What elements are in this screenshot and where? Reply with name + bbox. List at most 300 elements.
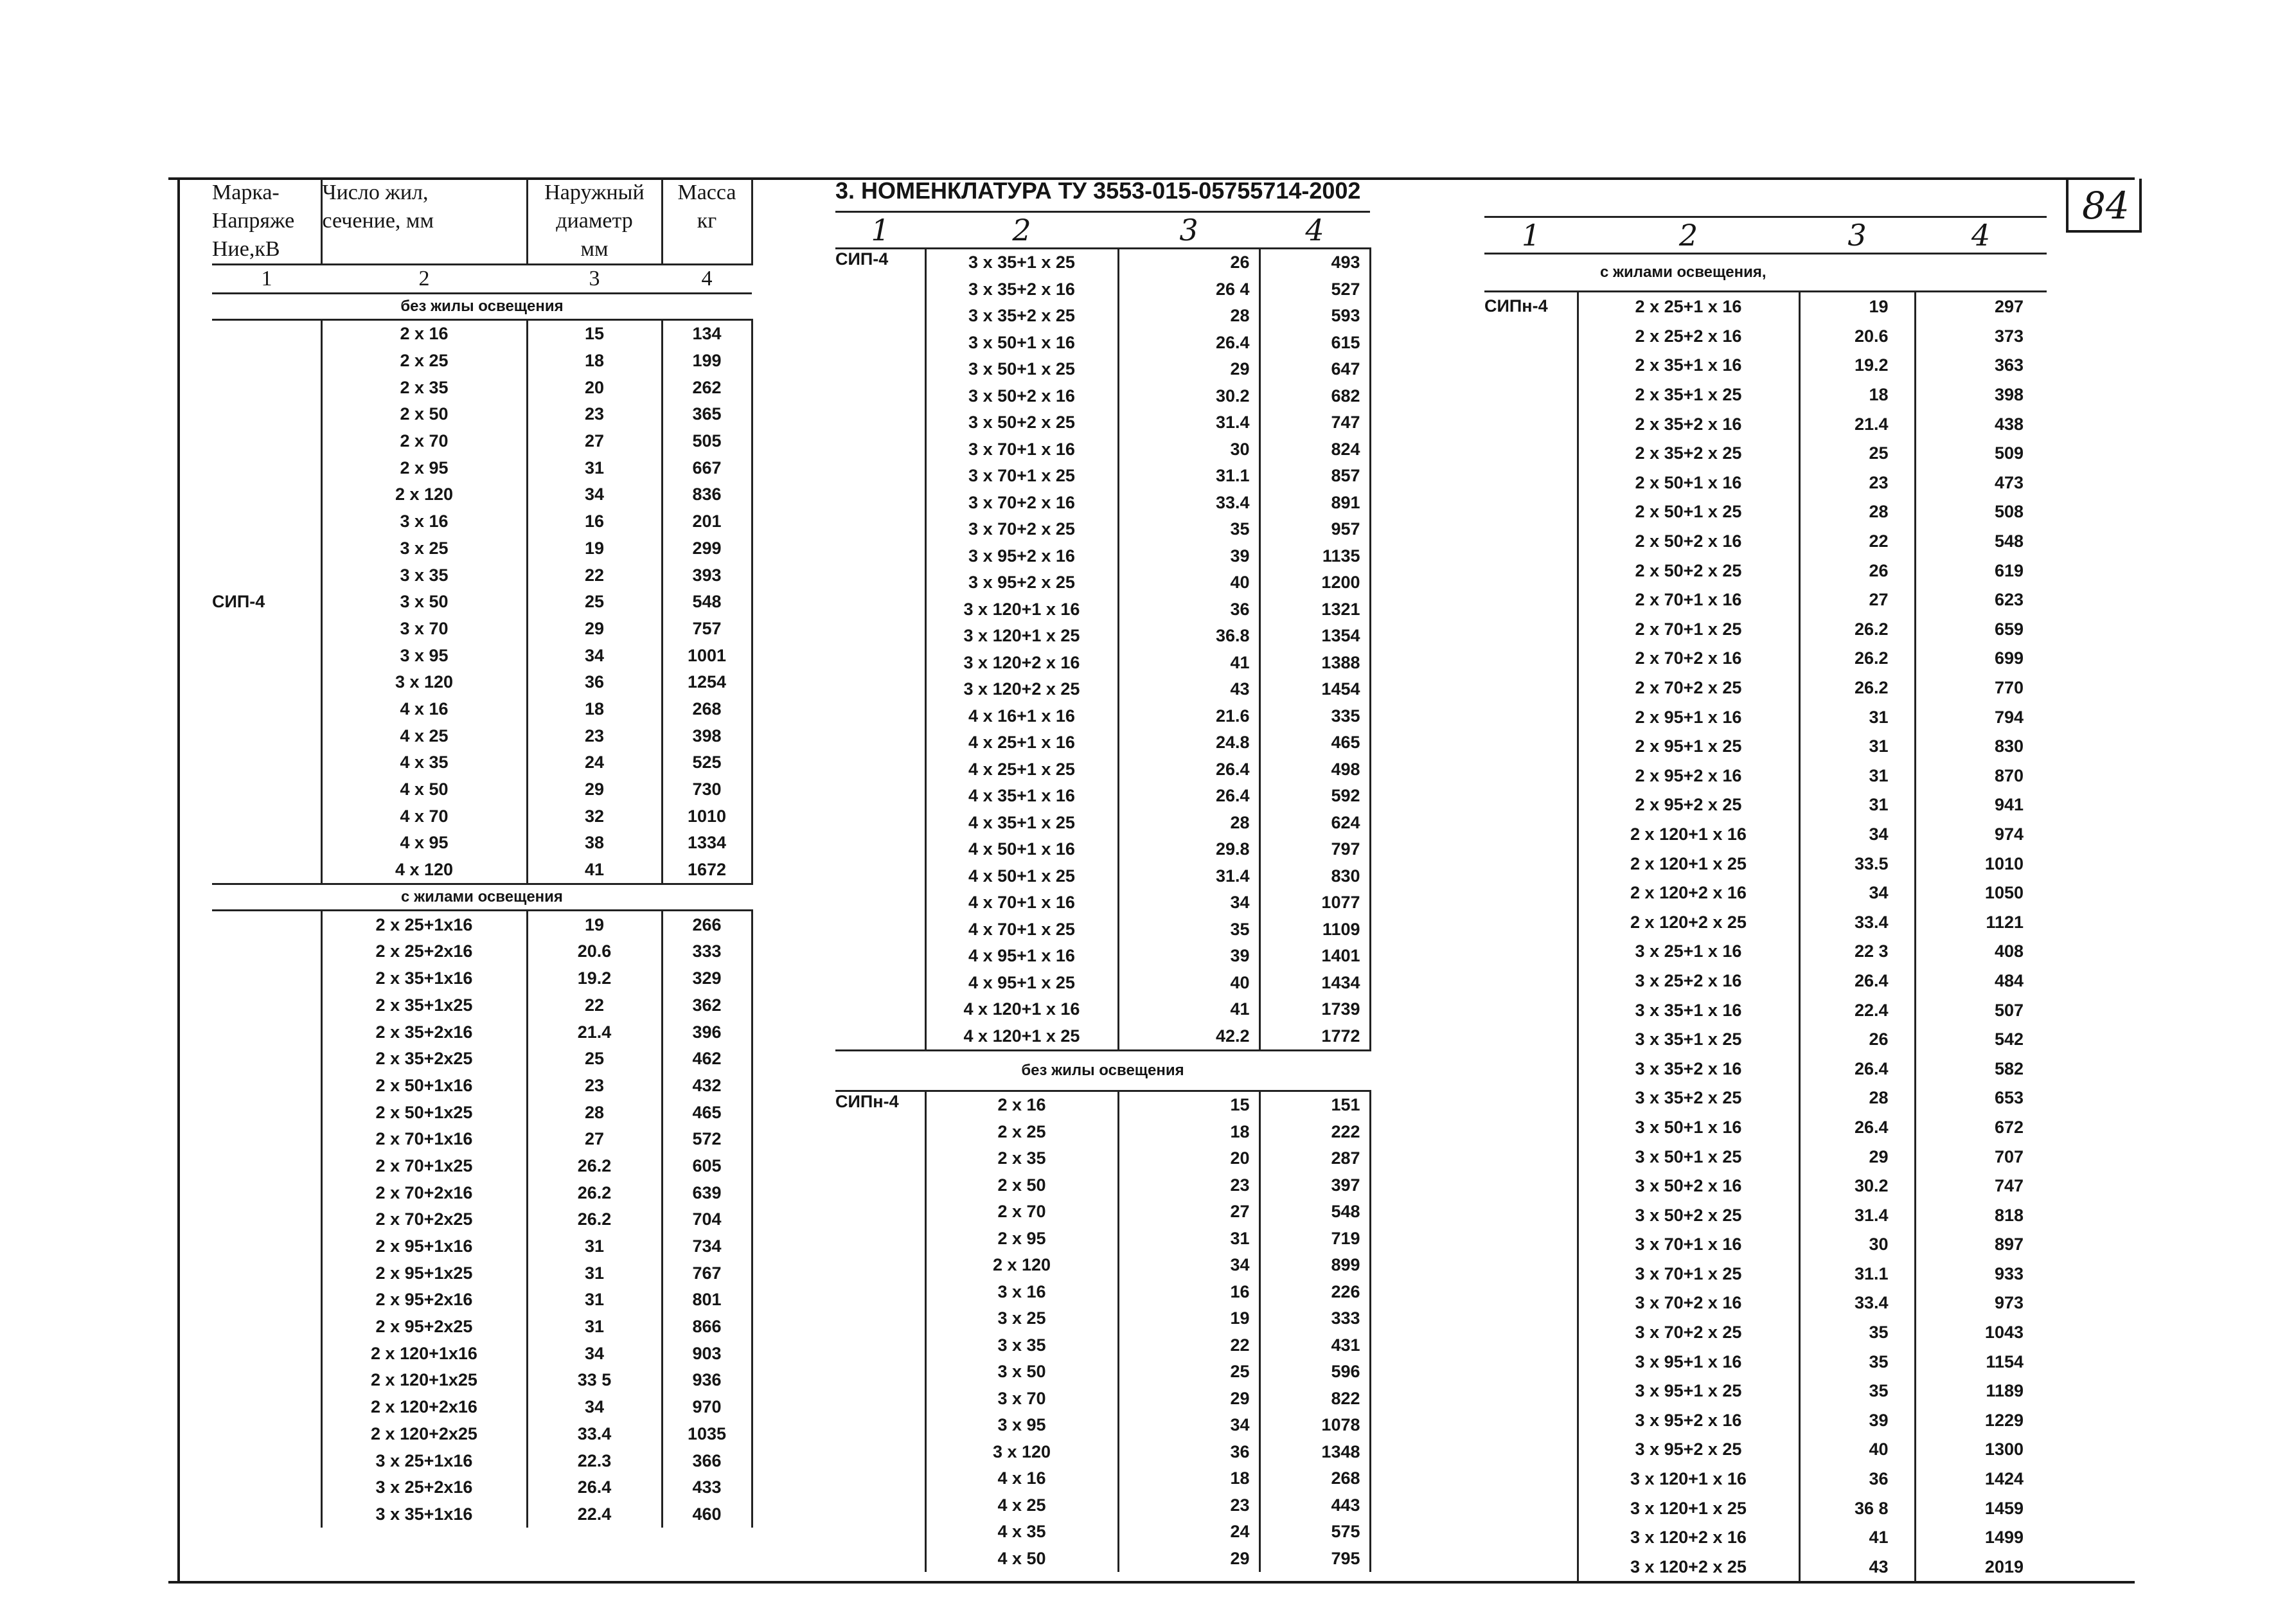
left-mass-cell: 1672 [662,857,752,884]
left-mass-cell: 362 [662,992,752,1019]
right-cores-cell: 3 x 120+2 x 16 [1578,1523,1799,1553]
nomenclature-title: 3. НОМЕНКЛАТУРА ТУ 3553-015-05755714-2002 [835,177,1361,204]
left-mass-cell: 460 [662,1501,752,1528]
mid-mass-cell: 1354 [1259,623,1370,650]
left-cores-cell: 2 x 70+1x16 [321,1126,527,1153]
right-cores-cell: 2 x 95+2 x 16 [1578,762,1799,791]
mid-diameter-cell: 36 [1118,596,1259,623]
right-cores-cell: 3 x 95+1 x 16 [1578,1347,1799,1377]
left-mass-cell: 1035 [662,1421,752,1448]
left-cores-cell: 3 x 16 [321,508,527,535]
left-mass-cell: 730 [662,776,752,803]
left-diameter-cell: 24 [527,749,662,776]
right-mass-cell: 582 [1994,1058,2024,1078]
mid-cores-cell: 3 x 35+2 x 25 [925,303,1118,330]
mid-mass-cell: 957 [1259,516,1370,543]
right-mass-cell: 1010 [1984,853,2024,873]
left-header-mass: Масса кг [662,179,752,265]
left-rows-1 [212,320,752,884]
right-mass-cell: 1499 [1984,1528,2024,1548]
mid-cores-cell: 3 x 120 [925,1439,1118,1466]
mid-mass-cell: 443 [1259,1492,1370,1519]
left-header-row [212,179,752,265]
right-section: с жилами освещения, [1484,254,2047,292]
left-cores-cell: 2 x 16 [321,320,527,348]
right-mass-cell: 509 [1994,443,2024,463]
left-diameter-cell: 34 [527,1340,662,1367]
left-cores-cell: 2 x 120+2x25 [321,1421,527,1448]
mid-cores-cell: 4 x 120+1 x 25 [925,1023,1118,1051]
mid-mass-cell: 465 [1259,729,1370,756]
right-diameter-cell: 26.4 [1799,1113,1915,1143]
right-diameter-cell: 26.2 [1799,644,1915,674]
left-cores-cell: 3 x 50 [321,589,527,616]
mid-cores-cell: 4 x 50+1 x 16 [925,836,1118,863]
right-diameter-cell: 27 [1799,585,1915,615]
right-colnum-row [1484,217,2047,254]
right-cores-cell: 3 x 25+2 x 16 [1578,967,1799,996]
right-cores-cell: 2 x 70+1 x 16 [1578,585,1799,615]
right-diameter-cell: 39 [1799,1406,1915,1436]
right-mass-cell: 623 [1994,590,2024,610]
left-cores-cell: 2 x 50 [321,401,527,428]
right-mass-cell: 747 [1994,1176,2024,1196]
left-mass-cell: 365 [662,401,752,428]
right-diameter-cell: 28 [1799,1084,1915,1113]
left-diameter-cell: 26.2 [527,1206,662,1233]
mid-diameter-cell: 25 [1118,1359,1259,1386]
left-diameter-cell: 23 [527,1073,662,1100]
mid-mass-cell: 335 [1259,703,1370,730]
mid-diameter-cell: 28 [1118,303,1259,330]
mid-cores-cell: 3 x 70+1 x 25 [925,463,1118,490]
right-diameter-cell: 31 [1799,762,1915,791]
left-mass-cell: 266 [662,911,752,938]
left-rows-2 [212,911,752,1528]
right-mass-cell: 818 [1994,1205,2024,1225]
mid-diameter-cell: 43 [1118,676,1259,703]
left-mass-cell: 525 [662,749,752,776]
left-mass-cell: 201 [662,508,752,535]
mid-cores-cell: 3 x 70 [925,1386,1118,1413]
right-rows [1484,292,2047,1582]
right-diameter-cell: 31 [1799,732,1915,762]
mid-cores-cell: 4 x 95+1 x 25 [925,970,1118,997]
right-diameter-cell: 31 [1799,790,1915,820]
right-cores-cell: 3 x 35+2 x 16 [1578,1054,1799,1084]
left-mass-cell: 572 [662,1126,752,1153]
mid-cores-cell: 3 x 120+1 x 25 [925,623,1118,650]
mid-mass-cell: 493 [1259,249,1370,276]
mid-cores-cell: 3 x 16 [925,1279,1118,1306]
mid-section-row [835,1051,1370,1091]
right-cores-cell: 2 x 95+1 x 25 [1578,732,1799,762]
left-mark-cell [212,911,321,1528]
mid-mass-cell: 287 [1259,1145,1370,1172]
right-cores-cell: 2 x 70+1 x 25 [1578,615,1799,645]
right-cores-cell: 3 x 70+1 x 25 [1578,1260,1799,1289]
right-mass-cell: 548 [1994,531,2024,551]
right-mass-cell: 363 [1994,355,2024,375]
right-mass-cell: 1229 [1984,1410,2024,1430]
right-mass-cell: 770 [1994,678,2024,698]
left-mass-cell: 970 [662,1394,752,1421]
mid-cores-cell: 4 x 70+1 x 25 [925,916,1118,943]
mid-diameter-cell: 15 [1118,1091,1259,1119]
left-cores-cell: 3 x 120 [321,669,527,696]
right-mass-cell: 941 [1994,795,2024,815]
mid-mass-cell: 719 [1259,1226,1370,1253]
mid-diameter-cell: 24 [1118,1519,1259,1546]
right-diameter-cell: 23 [1799,468,1915,498]
mid-cores-cell: 3 x 35+2 x 16 [925,276,1118,303]
mid-diameter-cell: 33.4 [1118,490,1259,517]
mid-mass-cell: 548 [1259,1199,1370,1226]
mid-cores-cell: 2 x 70 [925,1199,1118,1226]
right-diameter-cell: 40 [1799,1435,1915,1465]
mid-diameter-cell: 18 [1118,1119,1259,1146]
right-mass-cell: 373 [1994,326,2024,346]
table-row [212,911,752,938]
mid-mass-cell: 268 [1259,1465,1370,1492]
right-diameter-cell: 21.4 [1799,409,1915,439]
right-mass-cell: 794 [1994,707,2024,727]
mid-mass-cell: 1454 [1259,676,1370,703]
mid-diameter-cell: 39 [1118,943,1259,970]
left-mass-cell: 757 [662,616,752,643]
right-mass-cell: 672 [1994,1117,2024,1137]
right-diameter-cell: 25 [1799,439,1915,468]
mid-diameter-cell: 34 [1118,1252,1259,1279]
right-diameter-cell: 35 [1799,1347,1915,1377]
right-diameter-cell: 26.4 [1799,1054,1915,1084]
left-mass-cell: 432 [662,1073,752,1100]
left-diameter-cell: 15 [527,320,662,348]
left-colnum-2: 2 [321,265,527,294]
left-cores-cell: 4 x 95 [321,830,527,857]
left-diameter-cell: 29 [527,616,662,643]
left-cores-cell: 2 x 120 [321,481,527,508]
table-row [1484,292,2047,322]
right-diameter-cell: 22.4 [1799,995,1915,1025]
mid-mass-cell: 527 [1259,276,1370,303]
right-diameter-cell: 33.4 [1799,907,1915,937]
right-cores-cell: 2 x 50+1 x 25 [1578,497,1799,527]
mid-mass-cell: 891 [1259,490,1370,517]
mid-cores-cell: 3 x 35 [925,1332,1118,1359]
left-mass-cell: 866 [662,1314,752,1341]
left-diameter-cell: 20.6 [527,938,662,965]
right-cores-cell: 3 x 35+2 x 25 [1578,1084,1799,1113]
left-header-diameter: Наружный диаметр мм [527,179,662,265]
mid-mass-cell: 222 [1259,1119,1370,1146]
mid-diameter-cell: 22 [1118,1332,1259,1359]
right-cores-cell: 3 x 95+2 x 25 [1578,1435,1799,1465]
left-mass-cell: 134 [662,320,752,348]
left-mass-cell: 903 [662,1340,752,1367]
mid-diameter-cell: 18 [1118,1465,1259,1492]
left-cores-cell: 2 x 25 [321,348,527,375]
left-diameter-cell: 22.3 [527,1447,662,1474]
mid-diameter-cell: 36.8 [1118,623,1259,650]
mid-mass-cell: 624 [1259,810,1370,837]
right-mass-cell: 699 [1994,648,2024,668]
left-mass-cell: 333 [662,938,752,965]
right-table [1484,216,2047,1582]
mid-mass-cell: 1077 [1259,889,1370,916]
mid-mass-cell: 1078 [1259,1412,1370,1439]
right-diameter-cell: 31.4 [1799,1200,1915,1230]
table-row [835,1091,1370,1119]
left-cores-cell: 3 x 25+1x16 [321,1447,527,1474]
mid-cores-cell: 3 x 70+2 x 25 [925,516,1118,543]
right-diameter-cell: 19 [1799,292,1915,322]
mid-diameter-cell: 29 [1118,356,1259,383]
mid-mass-cell: 596 [1259,1359,1370,1386]
right-cores-cell: 2 x 35+2 x 25 [1578,439,1799,468]
left-mass-cell: 398 [662,722,752,749]
left-cores-cell: 3 x 25 [321,535,527,562]
left-cores-cell: 4 x 35 [321,749,527,776]
right-cores-cell: 3 x 70+1 x 16 [1578,1230,1799,1260]
left-diameter-cell: 26.2 [527,1179,662,1206]
right-diameter-cell: 31 [1799,702,1915,732]
mid-cores-cell: 4 x 35+1 x 25 [925,810,1118,837]
left-colnum-4: 4 [662,265,752,294]
right-mass-cell: 870 [1994,765,2024,785]
right-mass-cell: 1043 [1984,1323,2024,1343]
right-cores-cell: 3 x 35+1 x 16 [1578,995,1799,1025]
right-cores-cell: 2 x 120+2 x 16 [1578,879,1799,908]
mid-diameter-cell: 42.2 [1118,1023,1259,1051]
right-mark-cell: СИПн-4 [1484,292,1578,1582]
mid-diameter-cell: 26 [1118,249,1259,276]
mid-diameter-cell: 20 [1118,1145,1259,1172]
right-mass-cell: 484 [1994,970,2024,990]
right-cores-cell: 3 x 35+1 x 25 [1578,1025,1799,1055]
mid-diameter-cell: 36 [1118,1439,1259,1466]
mid-diameter-cell: 26 4 [1118,276,1259,303]
right-colnum-2: 2 [1578,217,1799,254]
left-diameter-cell: 34 [527,642,662,669]
left-header-cores: Число жил, сечение, мм [321,179,527,265]
left-diameter-cell: 23 [527,722,662,749]
mid-cores-cell: 4 x 70+1 x 16 [925,889,1118,916]
left-mass-cell: 268 [662,696,752,723]
left-mass-cell: 767 [662,1260,752,1287]
right-mass-cell: 508 [1994,502,2024,522]
left-diameter-cell: 20 [527,374,662,401]
mid-cores-cell: 3 x 50+2 x 25 [925,409,1118,436]
left-section-1: без жилы освещения [212,294,752,320]
mid-cores-cell: 4 x 50+1 x 25 [925,863,1118,890]
left-cores-cell: 2 x 120+2x16 [321,1394,527,1421]
left-diameter-cell: 27 [527,1126,662,1153]
left-cores-cell: 2 x 95 [321,454,527,481]
left-diameter-cell: 31 [527,1287,662,1314]
right-cores-cell: 3 x 70+2 x 16 [1578,1289,1799,1318]
left-mass-cell: 734 [662,1233,752,1260]
left-mass-cell: 605 [662,1153,752,1180]
right-cores-cell: 2 x 50+2 x 16 [1578,527,1799,557]
left-diameter-cell: 25 [527,1046,662,1073]
right-diameter-cell: 26.4 [1799,967,1915,996]
mid-mass-cell: 647 [1259,356,1370,383]
mid-cores-cell: 4 x 95+1 x 16 [925,943,1118,970]
right-cores-cell: 2 x 25+2 x 16 [1578,322,1799,352]
right-cores-cell: 3 x 50+1 x 25 [1578,1142,1799,1172]
mid-rows-1 [835,249,1370,1051]
right-diameter-cell: 30 [1799,1230,1915,1260]
mid-cores-cell: 3 x 35+1 x 25 [925,249,1118,276]
left-mass-cell: 639 [662,1179,752,1206]
mid-diameter-cell: 26.4 [1118,783,1259,810]
left-mass-cell: 396 [662,1019,752,1046]
right-diameter-cell: 34 [1799,820,1915,850]
mid-diameter-cell: 28 [1118,810,1259,837]
mid-cores-cell: 3 x 95+2 x 16 [925,543,1118,570]
right-diameter-cell: 26.2 [1799,615,1915,645]
left-mass-cell: 1010 [662,803,752,830]
right-diameter-cell: 26 [1799,556,1915,585]
left-cores-cell: 2 x 95+2x16 [321,1287,527,1314]
right-diameter-cell: 33.4 [1799,1289,1915,1318]
mid-diameter-cell: 26.4 [1118,330,1259,357]
mid-cores-cell: 2 x 50 [925,1172,1118,1199]
mid-diameter-cell: 31.4 [1118,863,1259,890]
mid-diameter-cell: 29.8 [1118,836,1259,863]
left-diameter-cell: 32 [527,803,662,830]
page-number: 84 [2082,184,2130,228]
left-section-2: с жилами освещения [212,884,752,911]
left-diameter-cell: 16 [527,508,662,535]
left-colnum-row [212,265,752,294]
mid-cores-cell: 4 x 35+1 x 16 [925,783,1118,810]
left-section-row-2 [212,884,752,911]
left-mass-cell: 704 [662,1206,752,1233]
left-mass-cell: 462 [662,1046,752,1073]
mid-mass-cell: 822 [1259,1386,1370,1413]
mid-mass-cell: 226 [1259,1279,1370,1306]
left-cores-cell: 2 x 95+2x25 [321,1314,527,1341]
mid-cores-cell: 3 x 50+1 x 16 [925,330,1118,357]
mid-cores-cell: 2 x 25 [925,1119,1118,1146]
right-diameter-cell: 31.1 [1799,1260,1915,1289]
right-cores-cell: 2 x 95+2 x 25 [1578,790,1799,820]
mid-mass-cell: 1388 [1259,650,1370,677]
right-colnum-4: 4 [1915,217,2047,254]
mid-mass-cell: 1739 [1259,996,1370,1023]
table-row [835,249,1370,276]
mid-mass-cell: 1135 [1259,543,1370,570]
mid-diameter-cell: 31.1 [1118,463,1259,490]
left-mass-cell: 1254 [662,669,752,696]
right-cores-cell: 2 x 35+1 x 25 [1578,380,1799,410]
right-cores-cell: 2 x 70+2 x 16 [1578,644,1799,674]
right-diameter-cell: 22 [1799,527,1915,557]
left-diameter-cell: 26.2 [527,1153,662,1180]
mid-rows-2 [835,1091,1370,1573]
mid-cores-cell: 4 x 25+1 x 16 [925,729,1118,756]
right-diameter-cell: 19.2 [1799,351,1915,380]
mid-mass-cell: 899 [1259,1252,1370,1279]
mid-diameter-cell: 34 [1118,1412,1259,1439]
right-cores-cell: 3 x 70+2 x 25 [1578,1318,1799,1348]
left-diameter-cell: 18 [527,348,662,375]
mid-colnum-2: 2 [925,212,1118,249]
mid-cores-cell: 4 x 120+1 x 16 [925,996,1118,1023]
mid-mass-cell: 1348 [1259,1439,1370,1466]
left-table [212,179,753,1528]
right-mass-cell: 973 [1994,1293,2024,1313]
frame-left-line [177,177,180,1584]
right-mass-cell: 1050 [1984,883,2024,903]
right-mass-cell: 897 [1994,1235,2024,1254]
left-diameter-cell: 28 [527,1099,662,1126]
left-cores-cell: 2 x 35+2x16 [321,1019,527,1046]
left-mass-cell: 465 [662,1099,752,1126]
right-mass-cell: 933 [1994,1263,2024,1283]
left-mass-cell: 936 [662,1367,752,1394]
mid-diameter-cell: 24.8 [1118,729,1259,756]
mid-mass-cell: 1321 [1259,596,1370,623]
mid-diameter-cell: 23 [1118,1492,1259,1519]
left-cores-cell: 2 x 50+1x25 [321,1099,527,1126]
right-mass-cell: 542 [1994,1030,2024,1049]
left-diameter-cell: 21.4 [527,1019,662,1046]
left-cores-cell: 3 x 70 [321,616,527,643]
left-diameter-cell: 38 [527,830,662,857]
left-diameter-cell: 34 [527,1394,662,1421]
mid-cores-cell: 3 x 50+2 x 16 [925,383,1118,410]
left-diameter-cell: 31 [527,454,662,481]
left-cores-cell: 2 x 95+1x16 [321,1233,527,1260]
mid-diameter-cell: 19 [1118,1305,1259,1332]
left-diameter-cell: 22 [527,562,662,589]
right-cores-cell: 3 x 50+2 x 25 [1578,1200,1799,1230]
left-mass-cell: 1334 [662,830,752,857]
mid-diameter-cell: 41 [1118,996,1259,1023]
right-cores-cell: 3 x 95+2 x 16 [1578,1406,1799,1436]
left-diameter-cell: 33 5 [527,1367,662,1394]
left-diameter-cell: 25 [527,589,662,616]
mid-mass-cell: 682 [1259,383,1370,410]
left-mass-cell: 836 [662,481,752,508]
right-diameter-cell: 35 [1799,1377,1915,1406]
right-mass-cell: 1189 [1986,1381,2024,1401]
mid-cores-cell: 2 x 120 [925,1252,1118,1279]
left-diameter-cell: 19.2 [527,965,662,992]
left-cores-cell: 2 x 70 [321,428,527,455]
mid-cores-cell: 4 x 35 [925,1519,1118,1546]
left-diameter-cell: 19 [527,535,662,562]
left-mass-cell: 393 [662,562,752,589]
right-cores-cell: 2 x 35+2 x 16 [1578,409,1799,439]
right-mass-cell: 297 [1994,297,2024,317]
mid-diameter-cell: 16 [1118,1279,1259,1306]
left-mass-cell: 199 [662,348,752,375]
mid-section-2: без жилы освещения [835,1051,1370,1091]
left-cores-cell: 3 x 25+2x16 [321,1474,527,1501]
table-row [212,320,752,348]
left-cores-cell: 2 x 70+2x25 [321,1206,527,1233]
left-cores-cell: 2 x 70+1x25 [321,1153,527,1180]
right-colnum-3: 3 [1799,217,1915,254]
mid-cores-cell: 2 x 95 [925,1226,1118,1253]
mid-mass-cell: 333 [1259,1305,1370,1332]
left-colnum-1: 1 [212,265,321,294]
mid-mark-cell: СИПн-4 [835,1091,925,1573]
